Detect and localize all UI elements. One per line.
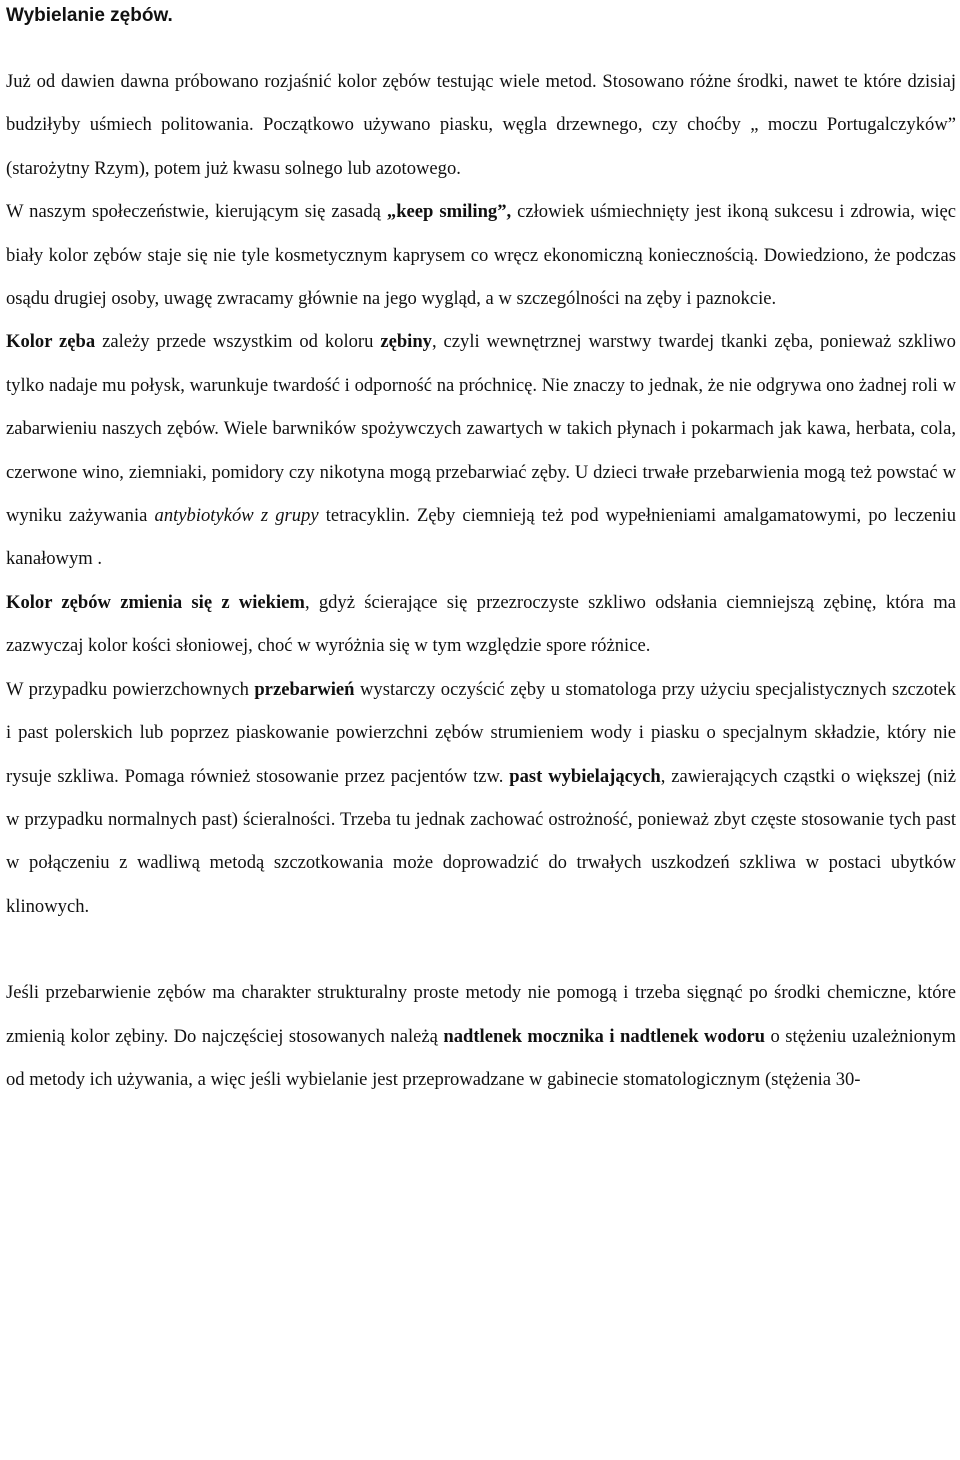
italic-phrase-antybiotykow: antybiotyków z grupy (154, 505, 319, 527)
paragraph-keep-smiling (6, 190, 956, 320)
paragraph-spacer (6, 928, 956, 971)
bold-phrase-kolor-zebow-wiek: Kolor zębów zmienia się z wiekiem (6, 591, 305, 613)
paragraph-age (6, 581, 956, 668)
bold-phrase-keep-smiling: „keep smiling”, (386, 201, 512, 223)
text-run: o stężeniu uzależnionym od metody ich używania, a więc jeśli wybielanie jest przeprowadzane w gabinecie stomatologicznym (stężenia 30- (6, 1025, 957, 1090)
text-run: Jeśli przebarwienie zębów ma charakter strukturalny proste metody nie pomogą i trzeba sięgnąć po środki chemiczne, które zmienią kolor zębiny. Do najczęściej stosowanych należą (6, 982, 956, 1047)
text-run: , zawierających cząstki o większej (niż w przypadku normalnych past) ścieralności. Trzeba tu jednak zachować ostrożność, ponieważ zbyt częste stosowanie tych past w połączeniu z wadliwą metodą szczotkowania może doprowadzić do trwałych uszkodzeń szkliwa w postaci ubytków klinowych. (6, 765, 956, 917)
text-run: tetracyklin. Zęby ciemnieją też pod wypełnieniami amalgamatowymi, po leczeniu kanałowym . (6, 505, 957, 570)
bold-phrase-past-wybielajacych: past wybielających (509, 765, 661, 787)
bold-phrase-kolor-zeba: Kolor zęba (6, 331, 96, 353)
text-run: , czyli wewnętrznej warstwy twardej tkanki zęba, ponieważ szkliwo tylko nadaje mu połysk, warunkuje twardość i odporność na próchnicę. Nie znaczy to jednak, że nie odgrywa ono żadnej roli w zabarwieniu naszych zębów. Wiele barwników spożywczych zawartych w takich płynach i pokarmach jak kawa, herbata, cola, czerwone wino, ziemniaki, pomidory czy nikotyna mogą przebarwiać zęby. U dzieci trwałe przebarwienia mogą też powstać w wyniku zażywania (6, 331, 956, 527)
text-run: , gdyż ścierające się przezroczyste szkliwo odsłania ciemniejszą zębinę, która ma zazwyczaj kolor kości słoniowej, choć w wyróżnia się w tym względzie spore różnice. (6, 591, 956, 657)
text-run: W przypadku powierzchownych (6, 678, 255, 700)
paragraph-surface-stains (6, 668, 956, 928)
text-run: zależy przede wszystkim od koloru (95, 331, 381, 353)
paragraph-history-text: Już od dawien dawna próbowano rozjaśnić kolor zębów testując wiele metod. Stosowano różne środki, nawet te które dzisiaj budziłyby uśmiech politowania. Początkowo używano piasku, węgla drzewnego, czy choćby „ moczu Portugalczyków” (starożytny Rzym), potem już kwasu solnego lub azotowego. (6, 71, 956, 179)
text-run: W naszym społeczeństwie, kierującym się zasadą (6, 201, 387, 223)
bold-phrase-zebiny: zębiny (380, 331, 432, 353)
paragraph-structural (6, 971, 956, 1101)
document-page (6, 0, 956, 1101)
text-run: człowiek uśmiechnięty jest ikoną sukcesu i zdrowia, więc biały kolor zębów staje się nie tyle kosmetycznym kaprysem co wręcz ekonomiczną koniecznością. Dowiedziono, że podczas osądu drugiej osoby, uwagę zwracamy głównie na jego wygląd, a w szczególności na zęby i paznokcie. (6, 201, 956, 310)
paragraph-tooth-color (6, 320, 956, 580)
text-run: wystarczy oczyścić zęby u stomatologa przy użyciu specjalistycznych szczotek i past polerskich lub poprzez piaskowanie powierzchni zębów strumieniem wody i piasku o specjalnym składzie, który nie rysuje szkliwa. Pomaga również stosowanie przez pacjentów tzw. (6, 678, 956, 787)
bold-phrase-nadtlenek: nadtlenek mocznika i nadtlenek wodoru (443, 1025, 765, 1047)
document-title: Wybielanie zębów. (6, 5, 173, 26)
bold-phrase-przebarwien: przebarwień (254, 678, 355, 700)
paragraph-history (6, 60, 956, 190)
